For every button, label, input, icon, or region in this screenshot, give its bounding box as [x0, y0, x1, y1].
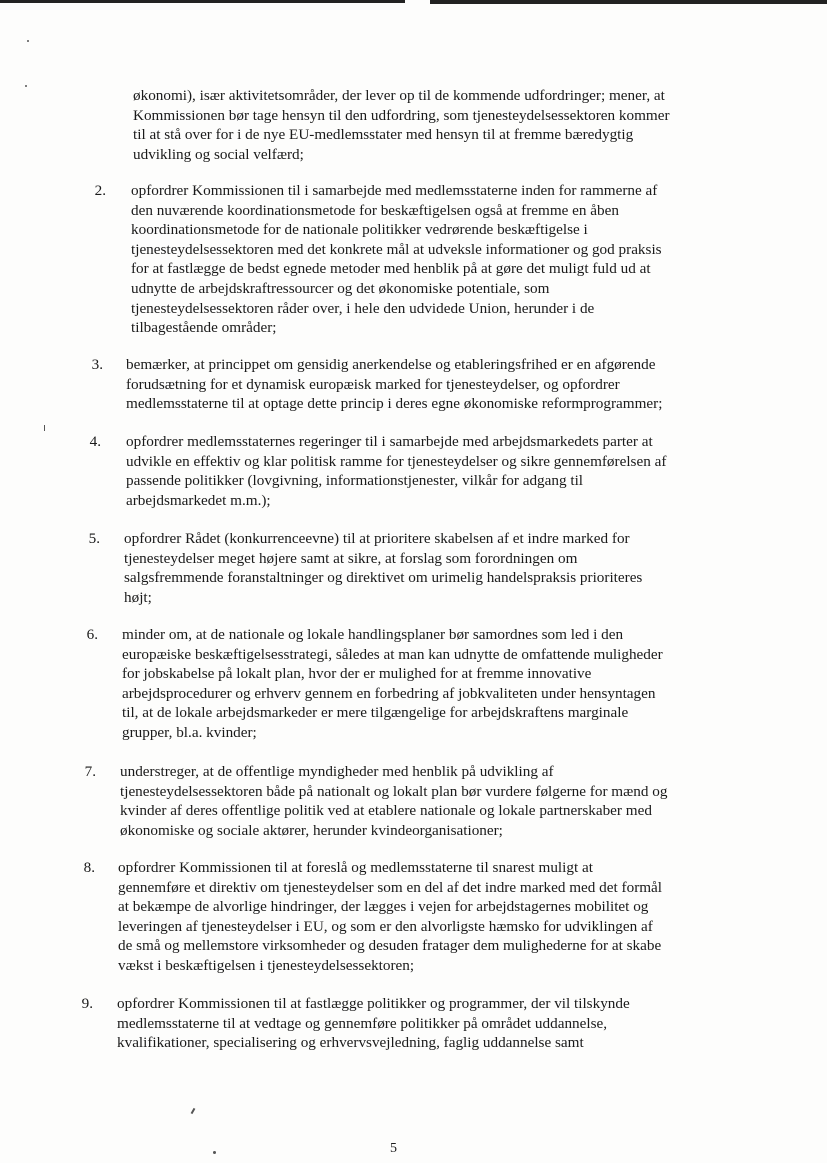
scan-speck: [44, 425, 45, 431]
text-line: tjenesteydelsessektoren med det konkrete mål at udveksle informationer og god praksis: [131, 240, 662, 258]
text-line: arbejdsprocedurer og erhverv gennem en forbedring af jobkvaliteten under hensyntagen: [122, 684, 656, 702]
text-line: grupper, bl.a. kvinder;: [122, 723, 257, 741]
item-number: 9.: [81, 995, 93, 1012]
scan-speck: [25, 85, 27, 87]
scan-top-border-left: [0, 0, 405, 3]
text-line: medlemsstaterne til at optage dette princip i deres egne økonomiske reformprogrammer;: [126, 395, 663, 413]
text-line: udvikling og social velfærd;: [133, 145, 304, 163]
item-number: 3.: [91, 356, 103, 373]
scan-speck: [213, 1151, 216, 1154]
text-line: de små og mellemstore virksomheder og desuden fratager dem mulighederne for at skabe: [118, 937, 662, 955]
text-line: opfordrer Kommissionen til at foreslå og medlemsstaterne til snarest muligt at: [118, 859, 593, 876]
text-line: tjenesteydelsessektoren både på nationalt og lokalt plan bør vurdere følgerne for mænd og: [120, 782, 668, 800]
text-line: økonomiske og sociale aktører, herunder kvindeorganisationer;: [120, 821, 503, 839]
text-line: den nuværende koordinationsmetode for beskæftigelsen også at fremme en åben: [131, 201, 619, 219]
text-line: til at stå over for i de nye EU-medlemsstater med hensyn til at fremme bæredygtig: [133, 126, 634, 144]
text-line: arbejdsmarkedet m.m.);: [126, 491, 271, 509]
text-line: minder om, at de nationale og lokale handlingsplaner bør samordnes som led i den: [122, 626, 624, 643]
text-line: bemærker, at princippet om gensidig anerkendelse og etableringsfrihed er en afgørende: [126, 356, 656, 373]
text-line: for jobskabelse på lokalt plan, hvor der er mulighed for at fremme innovative: [122, 665, 592, 683]
text-line: tjenesteydelsessektoren råder over, i hele den udvidede Union, herunder i de: [131, 299, 595, 317]
text-line: passende politikker (lovgivning, informationstjenester, vilkår for adgang til: [126, 472, 584, 490]
text-line: opfordrer Kommissionen til at fastlægge politikker og programmer, der vil tilskynde: [117, 995, 630, 1012]
text-line: understreger, at de offentlige myndigheder med henblik på udvikling af: [120, 763, 554, 780]
scan-top-border-right: [430, 0, 827, 4]
text-line: kvinder af deres offentlige politik ved at etablere nationale og lokale partnerskaber med: [120, 802, 652, 820]
page-number: 5: [390, 1141, 397, 1156]
item-number: 8.: [83, 859, 95, 876]
text-line: højt;: [124, 588, 152, 606]
item-number: 7.: [84, 763, 96, 780]
text-line: medlemsstaterne til at vedtage og gennemføre politikker på området uddannelse,: [117, 1014, 608, 1032]
text-line: vækst i beskæftigelsen i tjenesteydelsessektoren;: [118, 956, 415, 974]
text-line: udvikle en effektiv og klar politisk ramme for tjenesteydelser og sikre gennemførelsen af: [126, 452, 667, 470]
text-line: at bekæmpe de alvorlige hindringer, der lægges i vejen for arbejdstagernes mobilitet og: [118, 898, 649, 916]
text-line: Kommissionen bør tage hensyn til den udfordring, som tjenesteydelsessektoren kommer: [133, 106, 670, 124]
item-number: 2.: [94, 182, 106, 199]
item-number: 5.: [88, 530, 100, 547]
scan-speck: [191, 1108, 196, 1114]
text-line: økonomi), især aktivitetsområder, der lever op til de kommende udfordringer; mener, at: [133, 87, 665, 104]
text-line: opfordrer Kommissionen til i samarbejde med medlemsstaterne inden for rammerne af: [131, 182, 658, 199]
text-line: for at fastlægge de bedst egnede metoder med henblik på at gøre det muligt fuld ud at: [131, 260, 651, 278]
text-line: kvalifikationer, specialisering og erhvervsvejledning, faglig uddannelse samt: [117, 1034, 584, 1052]
text-line: til, at de lokale arbejdsmarkeder er mere tilgængelige for arbejdskraftens marginale: [122, 704, 629, 722]
text-line: leveringen af tjenesteydelser i EU, og som er den alvorligste hæmsko for udviklingen af: [118, 917, 653, 935]
text-line: tjenesteydelser meget højere samt at sikre, at forslag som forordningen om: [124, 549, 578, 567]
text-line: opfordrer medlemsstaternes regeringer til i samarbejde med arbejdsmarkedets parter at: [126, 433, 653, 450]
text-line: tilbagestående områder;: [131, 319, 277, 337]
text-line: opfordrer Rådet (konkurrenceevne) til at prioritere skabelsen af et indre marked for: [124, 530, 630, 547]
item-number: 4.: [89, 433, 101, 450]
text-line: gennemføre et direktiv om tjenesteydelser som en del af det indre marked med det formål: [118, 878, 663, 896]
text-line: koordinationsmetode for de nationale politikker vedrørende beskæftigelse i: [131, 221, 588, 239]
item-number: 6.: [86, 626, 98, 643]
text-line: salgsfremmende foranstaltninger og direktivet om urimelig handelspraksis prioriteres: [124, 569, 643, 587]
text-line: forudsætning for et dynamisk europæisk marked for tjenesteydelser, og opfordrer: [126, 375, 620, 393]
scan-speck: [27, 40, 29, 42]
text-line: europæiske beskæftigelsesstrategi, således at man kan udnytte de omfattende muligheder: [122, 645, 663, 663]
text-line: udnytte de arbejdskraftressourcer og det økonomiske potentiale, som: [131, 279, 550, 297]
